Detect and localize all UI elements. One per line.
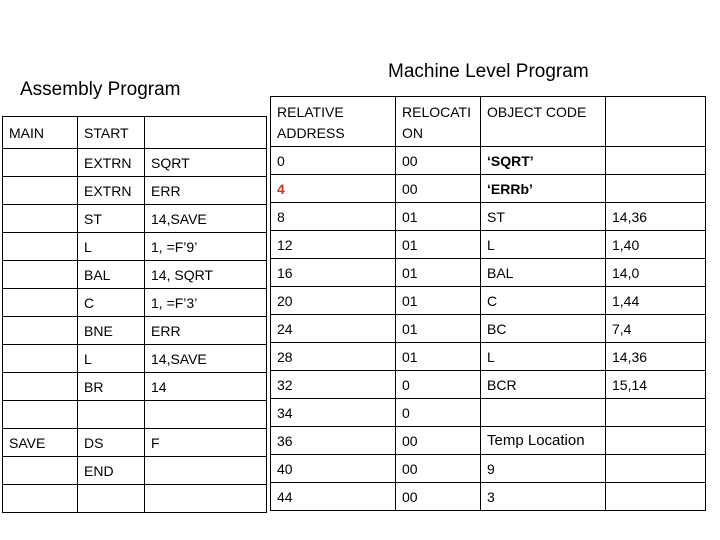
machine-header-row [271,97,706,147]
assembly-row [3,289,267,317]
relative-address-cell: 36 [271,427,396,455]
assembly-label-cell [3,345,78,373]
assembly-operand-cell [145,485,267,513]
object-code-cell: BCR [481,371,606,399]
assembly-row [3,345,267,373]
assembly-operand-cell [145,117,267,149]
assembly-row [3,149,267,177]
machine-row [271,203,706,231]
assembly-operand-cell: 14, SQRT [145,261,267,289]
relocation-cell: 01 [396,343,481,371]
relocation-cell: 00 [396,147,481,175]
assembly-op-cell: ST [78,205,145,233]
assembly-label-cell [3,317,78,345]
assembly-row [3,117,267,149]
object-code-cell: ST [481,203,606,231]
assembly-op-cell: BR [78,373,145,401]
assembly-label-cell [3,373,78,401]
machine-row [271,231,706,259]
assembly-row [3,233,267,261]
object-code-cell: L [481,343,606,371]
relocation-cell: 01 [396,203,481,231]
relative-address-cell: 12 [271,231,396,259]
assembly-op-cell [78,485,145,513]
relative-address-cell: 24 [271,315,396,343]
object-code-cell: L [481,231,606,259]
machine-program-title: Machine Level Program [388,61,589,82]
assembly-op-cell: START [78,117,145,149]
assembly-program-title: Assembly Program [20,79,181,100]
assembly-label-cell [3,457,78,485]
assembly-row [3,485,267,513]
assembly-row [3,457,267,485]
assembly-row [3,177,267,205]
object-code-cell: 3 [481,483,606,511]
machine-row [271,399,706,427]
relocation-cell: 01 [396,315,481,343]
machine-row [271,427,706,455]
relative-address-cell: 20 [271,287,396,315]
machine-row [271,259,706,287]
relative-address-cell: 0 [271,147,396,175]
object-operand-cell [606,483,706,511]
relocation-cell: 0 [396,399,481,427]
object-operand-cell: 15,14 [606,371,706,399]
relative-address-cell: 8 [271,203,396,231]
assembly-op-cell: EXTRN [78,149,145,177]
object-code-cell [481,399,606,427]
extra-header [606,97,706,147]
machine-row [271,175,706,203]
assembly-label-cell: SAVE [3,429,78,457]
object-code-cell: ‘SQRT’ [481,147,606,175]
relocation-cell: 00 [396,175,481,203]
object-code-cell: C [481,287,606,315]
object-code-cell: Temp Location [481,427,606,455]
relocation-cell: 00 [396,427,481,455]
object-operand-cell: 14,36 [606,203,706,231]
relocation-cell: 01 [396,231,481,259]
relative-address-header: RELATIVE ADDRESS [271,97,396,147]
relative-address-cell: 34 [271,399,396,427]
assembly-operand-cell: 1, =F’3’ [145,289,267,317]
object-operand-cell: 14,0 [606,259,706,287]
assembly-operand-cell: ERR [145,177,267,205]
assembly-table [2,116,267,513]
machine-row [271,147,706,175]
assembly-row [3,401,267,429]
assembly-operand-cell: 14,SAVE [145,205,267,233]
assembly-operand-cell [145,457,267,485]
assembly-row [3,429,267,457]
assembly-operand-cell: F [145,429,267,457]
relative-address-cell: 28 [271,343,396,371]
assembly-op-cell: C [78,289,145,317]
object-operand-cell: 7,4 [606,315,706,343]
assembly-op-cell: EXTRN [78,177,145,205]
assembly-label-cell [3,233,78,261]
assembly-label-cell [3,205,78,233]
machine-row [271,483,706,511]
object-code-cell: BC [481,315,606,343]
assembly-op-cell: BNE [78,317,145,345]
relocation-cell: 01 [396,259,481,287]
assembly-label-cell [3,177,78,205]
assembly-op-cell [78,401,145,429]
machine-row [271,371,706,399]
object-operand-cell: 1,44 [606,287,706,315]
relative-address-cell: 32 [271,371,396,399]
object-operand-cell [606,455,706,483]
relocation-cell: 00 [396,483,481,511]
assembly-row [3,261,267,289]
assembly-row [3,205,267,233]
assembly-op-cell: DS [78,429,145,457]
assembly-label-cell: MAIN [3,117,78,149]
assembly-label-cell [3,401,78,429]
assembly-operand-cell: 1, =F’9’ [145,233,267,261]
object-operand-cell [606,147,706,175]
relocation-header: RELOCATI ON [396,97,481,147]
assembly-row [3,373,267,401]
object-operand-cell [606,427,706,455]
machine-table [270,96,706,511]
assembly-op-cell: L [78,345,145,373]
relative-address-cell: 4 [271,175,396,203]
relative-address-cell: 44 [271,483,396,511]
assembly-operand-cell: 14 [145,373,267,401]
object-operand-cell: 1,40 [606,231,706,259]
relocation-cell: 00 [396,455,481,483]
assembly-operand-cell: SQRT [145,149,267,177]
assembly-op-cell: END [78,457,145,485]
relocation-cell: 0 [396,371,481,399]
object-code-cell: ‘ERRb’ [481,175,606,203]
machine-row [271,315,706,343]
assembly-op-cell: BAL [78,261,145,289]
object-operand-cell: 14,36 [606,343,706,371]
assembly-label-cell [3,261,78,289]
relative-address-cell: 40 [271,455,396,483]
relocation-cell: 01 [396,287,481,315]
object-operand-cell [606,399,706,427]
object-code-cell: BAL [481,259,606,287]
machine-row [271,343,706,371]
assembly-label-cell [3,289,78,317]
machine-row [271,287,706,315]
relative-address-cell: 16 [271,259,396,287]
object-code-header: OBJECT CODE [481,97,606,147]
assembly-label-cell [3,485,78,513]
assembly-operand-cell: 14,SAVE [145,345,267,373]
assembly-row [3,317,267,345]
assembly-operand-cell [145,401,267,429]
assembly-op-cell: L [78,233,145,261]
object-operand-cell [606,175,706,203]
assembly-operand-cell: ERR [145,317,267,345]
object-code-cell: 9 [481,455,606,483]
machine-row [271,455,706,483]
assembly-label-cell [3,149,78,177]
